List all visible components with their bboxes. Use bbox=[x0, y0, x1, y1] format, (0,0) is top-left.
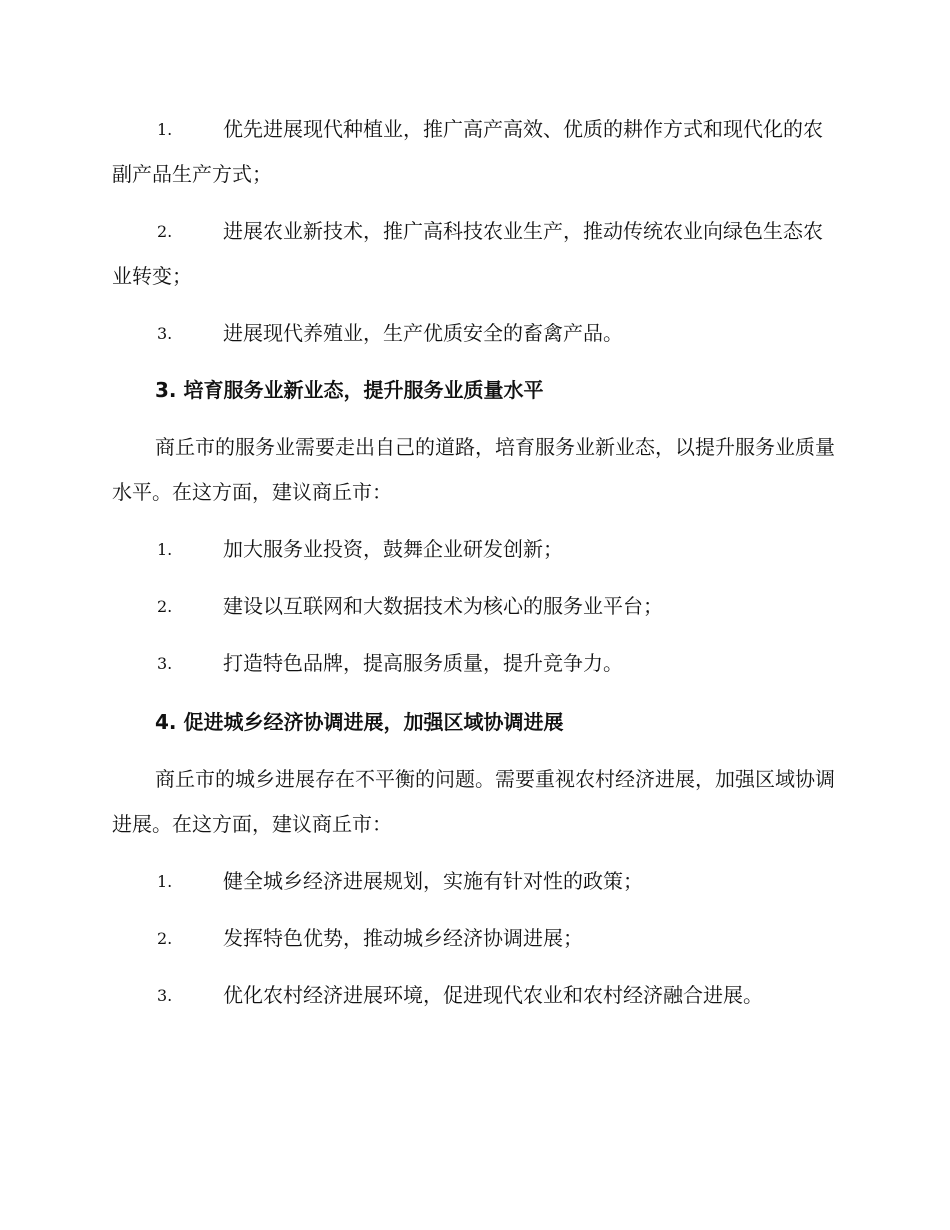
list-text: 打造特色品牌，提高服务质量，提升竞争力。 bbox=[223, 651, 623, 675]
list-text: 优化农村经济进展环境，促进现代农业和农村经济融合进展。 bbox=[223, 983, 763, 1007]
list-number: 2. bbox=[157, 929, 173, 948]
list-number: 3. bbox=[157, 654, 173, 673]
list-item bbox=[112, 584, 842, 629]
list-number: 2. bbox=[157, 222, 173, 241]
list-item bbox=[112, 859, 842, 904]
paragraph: 商丘市的城乡进展存在不平衡的问题。需要重视农村经济进展，加强区域协调进展。在这方面，建议商丘市： bbox=[112, 767, 835, 836]
list-item bbox=[112, 641, 842, 686]
paragraph: 商丘市的服务业需要走出自己的道路，培育服务业新业态，以提升服务业质量水平。在这方面，建议商丘市： bbox=[112, 435, 835, 504]
list-number: 1. bbox=[157, 540, 173, 559]
list-number: 1. bbox=[157, 120, 173, 139]
list-text: 进展现代养殖业，生产优质安全的畜禽产品。 bbox=[223, 321, 623, 345]
list-text: 建设以互联网和大数据技术为核心的服务业平台； bbox=[223, 594, 663, 618]
list-item bbox=[112, 916, 842, 961]
list-text: 进展农业新技术，推广高科技农业生产，推动传统农业向绿色生态农业转变； bbox=[112, 219, 823, 288]
list-number: 1. bbox=[157, 872, 173, 891]
list-text: 优先进展现代种植业，推广高产高效、优质的耕作方式和现代化的农副产品生产方式； bbox=[112, 117, 823, 186]
list-item bbox=[112, 107, 842, 197]
list-text: 健全城乡经济进展规划，实施有针对性的政策； bbox=[223, 869, 643, 893]
list-item bbox=[112, 973, 842, 1018]
list-text: 加大服务业投资，鼓舞企业研发创新； bbox=[223, 537, 563, 561]
list-number: 3. bbox=[157, 324, 173, 343]
section-heading: 3. 培育服务业新业态，提升服务业质量水平 bbox=[155, 378, 544, 402]
list-number: 2. bbox=[157, 597, 173, 616]
list-text: 发挥特色优势，推动城乡经济协调进展； bbox=[223, 926, 583, 950]
section-heading: 4. 促进城乡经济协调进展，加强区域协调进展 bbox=[155, 710, 564, 734]
list-number: 3. bbox=[157, 986, 173, 1005]
list-item bbox=[112, 209, 842, 299]
list-item bbox=[112, 527, 842, 572]
list-item bbox=[112, 311, 842, 356]
